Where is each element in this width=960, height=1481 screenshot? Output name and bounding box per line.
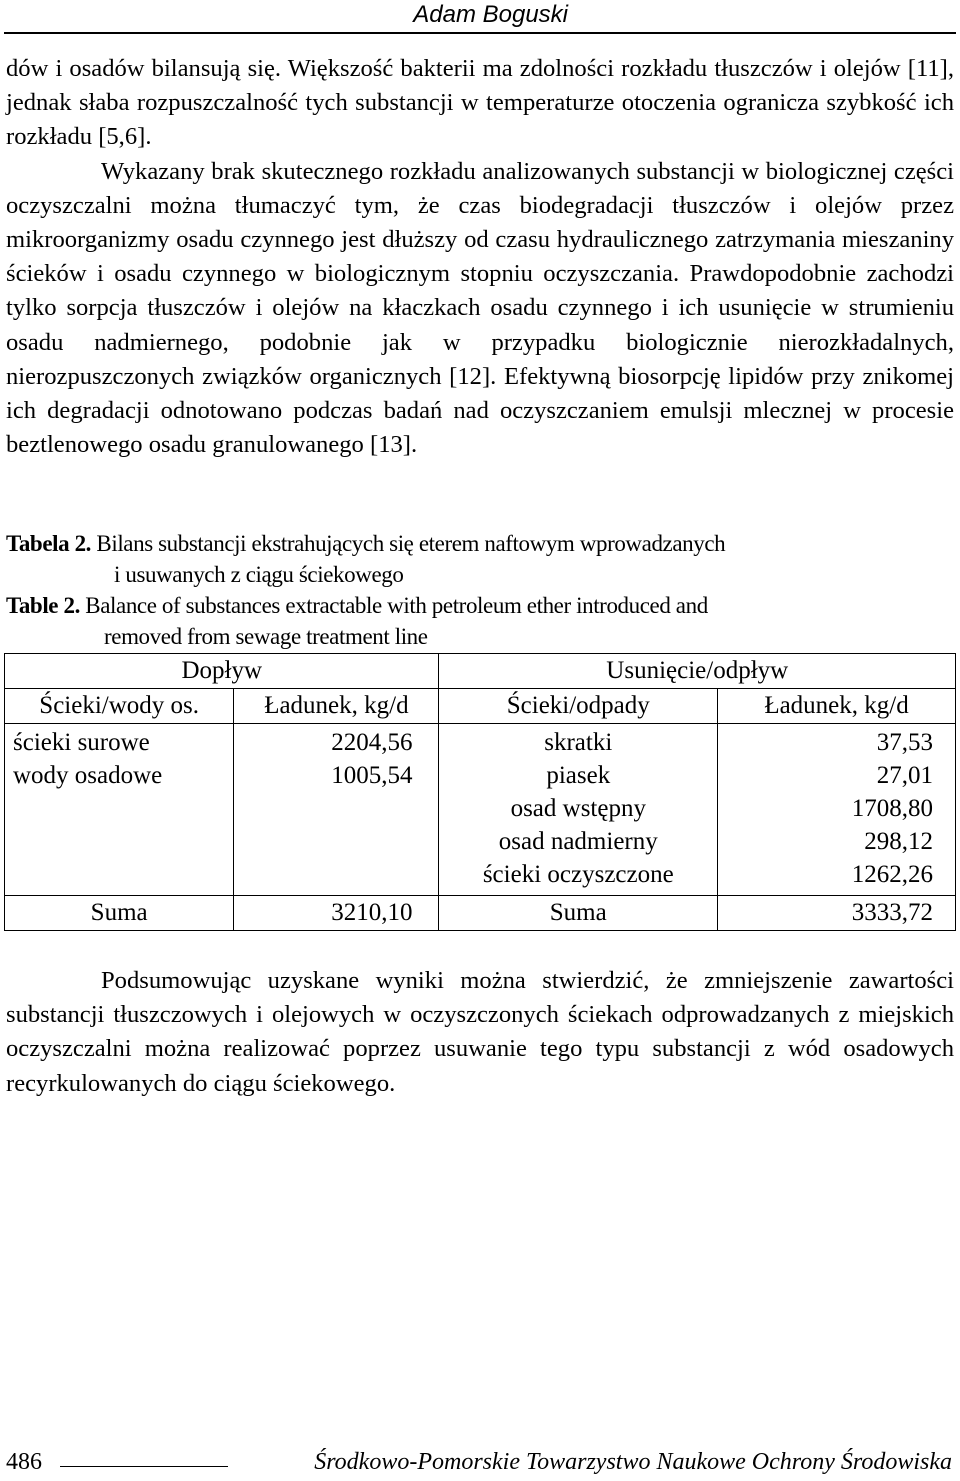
- subheader-waste: Ścieki/odpady: [439, 689, 718, 724]
- balance-table: [4, 653, 956, 931]
- inflow-items-cell: [5, 724, 234, 896]
- outflow-item: osad wstępny: [510, 795, 646, 822]
- header-inflow: Dopływ: [5, 654, 439, 689]
- inflow-load: 2204,56: [331, 729, 413, 756]
- paragraph-continuation: dów i osadów bilansują się. Większość bakterii ma zdolności rozkładu tłuszczów i olejów [11], jednak słaba rozpuszczalność tych substancji w temperaturze otoczenia ogranicza szybkość ich rozkładu [5,6].: [6, 55, 954, 151]
- page-number: 486: [6, 1449, 42, 1475]
- sum-label-inflow: Suma: [5, 896, 234, 931]
- outflow-loads-cell: [718, 724, 956, 896]
- table-body-row: [5, 724, 956, 896]
- subheader-wastewater: Ścieki/wody os.: [5, 689, 234, 724]
- outflow-item: skratki: [544, 729, 613, 756]
- outflow-load: 1708,80: [851, 795, 933, 822]
- table-group-header-row: [5, 654, 956, 689]
- header-divider: [4, 32, 956, 34]
- inflow-load: 1005,54: [331, 762, 413, 789]
- caption-text-polish-line1: Bilans substancji ekstrahujących się eterem naftowym wprowadzanych: [96, 531, 726, 556]
- inflow-item: ścieki surowe: [13, 729, 150, 756]
- caption-label-polish: Tabela 2.: [6, 531, 92, 556]
- table-caption-polish: [6, 528, 954, 590]
- running-header-author: Adam Boguski: [413, 1, 568, 28]
- table-sum-row: [5, 896, 956, 931]
- footer-divider: [60, 1466, 228, 1467]
- footer-journal-name: Środkowo-Pomorskie Towarzystwo Naukowe Ochrony Środowiska: [314, 1449, 952, 1475]
- caption-text-polish-line2: i usuwanych z ciągu ściekowego: [114, 562, 404, 587]
- outflow-items-cell: [439, 724, 718, 896]
- subheader-load-in: Ładunek, kg/d: [234, 689, 439, 724]
- caption-text-english-line1: Balance of substances extractable with petroleum ether introduced and: [85, 593, 708, 618]
- inflow-item: wody osadowe: [13, 762, 163, 789]
- outflow-load: 27,01: [876, 762, 933, 789]
- paragraph-discussion: Wykazany brak skutecznego rozkładu analizowanych substancji w biologicznej części oczyszczalni można tłumaczyć tym, że czas biodegradacji tłuszczów i olejów przez mikroorganizmy osadu czynnego jest dłuższy od czasu hydraulicznego zatrzymania mieszaniny ścieków i osadu czynnego w biologicznym stopniu oczyszczania. Prawdopodobnie zachodzi tylko sorpcja tłuszczów i olejów na kłaczkach osadu czynnego i ich usunięcie w strumieniu osadu nadmiernego, podobnie jak w przypadku biologicznie nierozkładalnych, nierozpuszczonych związków organicznych [12]. Efektywną biosorpcję lipidów przy znikomej ich degradacji odnotowano podczas badań nad oczyszczaniem emulsji mlecznej w procesie beztlenowego osadu granulowanego [13].: [6, 157, 954, 459]
- outflow-item: osad nadmierny: [498, 828, 658, 855]
- sum-label-outflow: Suma: [439, 896, 718, 931]
- outflow-load: 37,53: [876, 729, 933, 756]
- outflow-load: 1262,26: [851, 861, 933, 888]
- caption-text-english-line2: removed from sewage treatment line: [104, 624, 428, 649]
- subheader-load-out: Ładunek, kg/d: [718, 689, 956, 724]
- sum-value-inflow: 3210,10: [234, 896, 439, 931]
- table-subheader-row: [5, 689, 956, 724]
- body-text-top: [6, 52, 954, 462]
- body-text-bottom: [6, 964, 954, 1101]
- sum-value-outflow: 3333,72: [718, 896, 956, 931]
- paragraph-conclusion: Podsumowując uzyskane wyniki można stwierdzić, że zmniejszenie zawartości substancji tłuszczowych i olejowych w oczyszczonych ściekach odprowadzanych z miejskich oczyszczalni można realizować poprzez usuwanie tego typu substancji z wód osadowych recyrkulowanych do ciągu ściekowego.: [6, 967, 954, 1097]
- inflow-loads-cell: [234, 724, 439, 896]
- header-removal-outflow: Usunięcie/odpływ: [439, 654, 956, 689]
- table-caption-english: [6, 590, 954, 652]
- caption-label-english: Table 2.: [6, 593, 80, 618]
- outflow-load: 298,12: [864, 828, 933, 855]
- outflow-item: piasek: [546, 762, 611, 789]
- outflow-item: ścieki oczyszczone: [482, 861, 674, 888]
